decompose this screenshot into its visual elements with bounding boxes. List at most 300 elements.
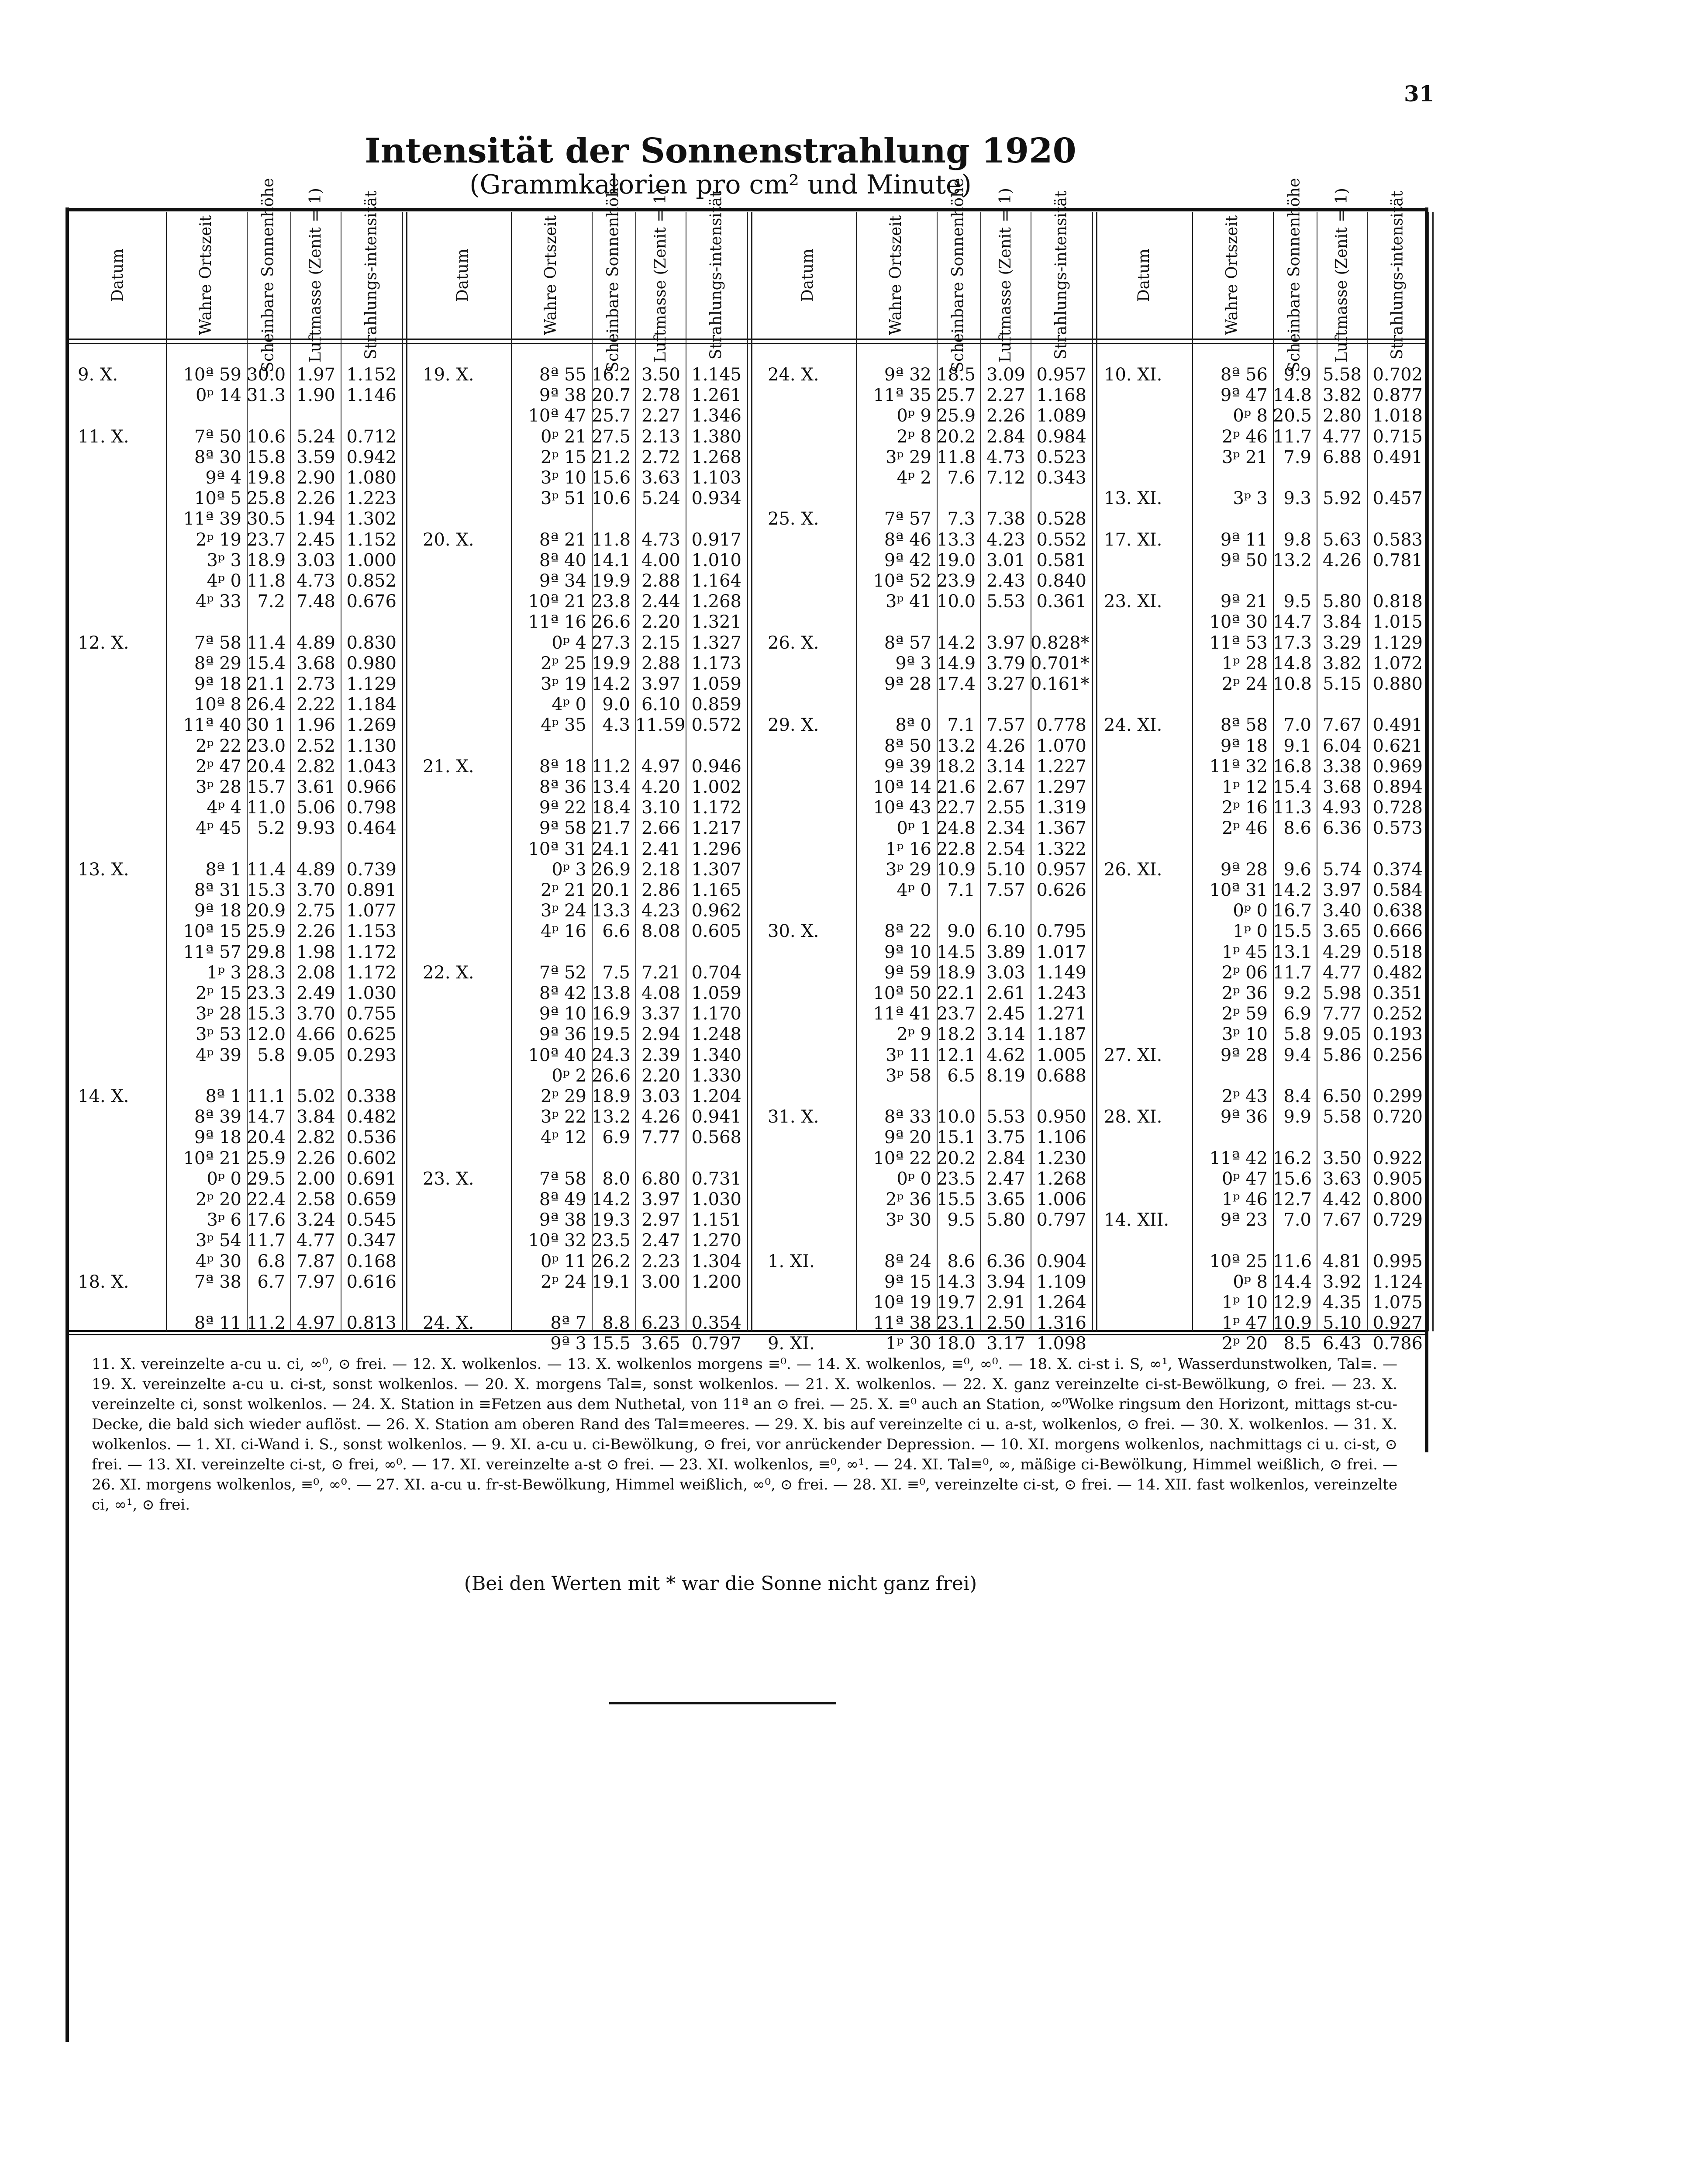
intensity-cell: 1.059 bbox=[691, 674, 741, 694]
sun-height-cell: 12.0 bbox=[247, 1024, 286, 1045]
time-cell: 8ª 57 bbox=[884, 632, 931, 653]
time-cell: 8ª 1 bbox=[205, 1086, 241, 1106]
sun-height-cell: 7.0 bbox=[1283, 715, 1311, 736]
intensity-cell: 0.917 bbox=[691, 529, 741, 550]
table-row bbox=[70, 468, 402, 486]
time-cell: 0ᵖ 0 bbox=[1233, 901, 1268, 921]
table-row bbox=[70, 653, 402, 672]
air-mass-cell: 2.91 bbox=[986, 1292, 1025, 1313]
sun-height-cell: 23.8 bbox=[592, 591, 631, 612]
table-row bbox=[70, 715, 402, 736]
air-mass-cell: 5.98 bbox=[1322, 983, 1362, 1003]
sun-height-cell: 10.9 bbox=[937, 859, 976, 880]
intensity-cell: 0.568 bbox=[691, 1127, 741, 1148]
air-mass-cell: 3.79 bbox=[986, 653, 1025, 674]
weather-remarks: 11. X. vereinzelte a-cu u. ci, ∞⁰, ⊙ frei. — 12. X. wolkenlos. — 13. X. wolkenlos morgens ≡⁰. — 14. X. wolkenlos, ≡⁰, ∞⁰. — 18. X. ci-st i. S, ∞¹, Wasserdunstwolken, Tal≡. — 19. X. vereinzelte a-cu u. ci-st, sonst wolkenlos. — 20. X. morgens Tal≡, sonst wolkenlos. — 21. X. wolkenlos. — 22. X. ganz vereinzelte ci-st-Bewölkung, ⊙ frei. — 23. X. vereinzelte ci, sonst wolkenlos. — 24. X. Station in ≡Fetzen aus dem Nuthetal, von 11ª an ⊙ frei. — 25. X. ≡⁰ auch an Station, ∞⁰Wolke ringsum den Horizont, mittags st-cu-Decke, die bald sich wieder auflöst. — 26. X. Station am oberen Rand des Tal≡meeres. — 29. X. bis auf vereinzelte ci u. a-st, wolkenlos, ⊙ frei. — 30. X. wolkenlos. — 31. X. wolkenlos. — 1. XI. ci-Wand i. S., sonst wolkenlos. — 9. XI. a-cu u. ci-Bewölkung, ⊙ frei, vor anrückender Depression. — 10. XI. morgens wolkenlos, nachmittags ci u. ci-st, ⊙ frei. — 13. XI. vereinzelte ci-st, ⊙ frei, ∞⁰. — 17. XI. vereinzelte a-st ⊙ frei. — 23. XI. wolkenlos, ≡⁰, ∞¹. — 24. XI. Tal≡⁰, ∞, mäßige ci-Bewölkung, Himmel weißlich, ⊙ frei. — 26. XI. morgens wolkenlos, ≡⁰, ∞⁰. — 27. XI. a-cu u. fr-st-Bewölkung, Himmel weißlich, ∞⁰, ⊙ frei. — 28. XI. ≡⁰, vereinzelte ci-st, ⊙ frei. — 14. XII. fast wolkenlos, vereinzelte ci, ∞¹, ⊙ frei. bbox=[92, 1355, 1397, 1514]
air-mass-cell: 5.02 bbox=[296, 1086, 335, 1106]
time-cell: 10ª 25 bbox=[1209, 1251, 1268, 1272]
table-row bbox=[415, 1251, 747, 1270]
air-mass-cell: 6.10 bbox=[641, 695, 680, 715]
time-cell: 1ᵖ 47 bbox=[1221, 1313, 1268, 1334]
header-label: Wahre Ortszeit bbox=[542, 215, 560, 335]
time-cell: 10ª 32 bbox=[528, 1230, 586, 1251]
table-row bbox=[760, 653, 1092, 672]
table-row bbox=[760, 427, 1092, 445]
table-row bbox=[70, 1169, 402, 1187]
table-row bbox=[70, 633, 402, 651]
column-rule bbox=[747, 212, 748, 1331]
air-mass-cell: 2.20 bbox=[641, 1065, 680, 1086]
table-row bbox=[70, 1024, 402, 1043]
air-mass-cell: 2.84 bbox=[986, 426, 1025, 447]
sun-height-cell: 12.9 bbox=[1273, 1292, 1312, 1313]
intensity-cell: 0.728 bbox=[1372, 798, 1423, 818]
intensity-cell: 0.343 bbox=[1036, 468, 1086, 488]
intensity-cell: 1.000 bbox=[346, 550, 397, 570]
intensity-cell: 0.941 bbox=[691, 1107, 741, 1127]
air-mass-cell: 4.23 bbox=[986, 529, 1025, 550]
table-row bbox=[1096, 1169, 1428, 1187]
time-cell: 9ª 18 bbox=[194, 901, 241, 921]
time-cell: 9ª 4 bbox=[205, 468, 241, 488]
time-cell: 8ª 46 bbox=[884, 529, 931, 550]
intensity-cell: 1.146 bbox=[346, 385, 397, 406]
sun-height-cell: 14.9 bbox=[937, 653, 976, 674]
air-mass-cell: 3.14 bbox=[986, 756, 1025, 777]
table-row bbox=[70, 1251, 402, 1270]
air-mass-cell: 3.40 bbox=[1322, 901, 1362, 921]
time-cell: 3ᵖ 58 bbox=[885, 1065, 931, 1086]
intensity-cell: 1.129 bbox=[1372, 632, 1423, 653]
intensity-cell: 0.573 bbox=[1372, 818, 1423, 839]
time-cell: 9ª 36 bbox=[539, 1024, 586, 1045]
air-mass-cell: 3.92 bbox=[1322, 1272, 1362, 1292]
air-mass-cell: 3.65 bbox=[1322, 921, 1362, 942]
time-cell: 0ᵖ 14 bbox=[195, 385, 241, 406]
sun-height-cell: 18.9 bbox=[592, 1086, 631, 1106]
intensity-cell: 0.830 bbox=[346, 632, 397, 653]
time-cell: 11ª 53 bbox=[1209, 632, 1268, 653]
intensity-cell: 0.299 bbox=[1372, 1086, 1423, 1106]
table-row bbox=[70, 1272, 402, 1290]
air-mass-cell: 7.57 bbox=[986, 715, 1025, 736]
intensity-cell: 0.536 bbox=[346, 1127, 397, 1148]
air-mass-cell: 3.27 bbox=[986, 674, 1025, 694]
intensity-cell: 0.904 bbox=[1036, 1251, 1086, 1272]
sun-height-cell: 20.2 bbox=[937, 1148, 976, 1168]
air-mass-cell: 5.74 bbox=[1322, 859, 1362, 880]
table-row bbox=[415, 674, 747, 692]
table-row bbox=[70, 1210, 402, 1228]
time-cell: 3ᵖ 3 bbox=[1233, 488, 1268, 509]
table-row bbox=[760, 1189, 1092, 1208]
table-row bbox=[760, 1251, 1092, 1270]
time-cell: 7ª 58 bbox=[539, 1168, 586, 1189]
table-row bbox=[415, 1272, 747, 1290]
intensity-cell: 0.545 bbox=[346, 1210, 397, 1230]
sun-height-cell: 15.1 bbox=[937, 1127, 976, 1148]
date-cell: 20. X. bbox=[423, 529, 474, 550]
header-cell bbox=[1317, 188, 1367, 363]
time-cell: 2ᵖ 16 bbox=[1221, 798, 1268, 818]
table-row bbox=[70, 530, 402, 548]
air-mass-cell: 9.05 bbox=[296, 1045, 335, 1065]
intensity-cell: 1.075 bbox=[1372, 1292, 1423, 1313]
page-subtitle: (Grammkalorien pro cm² und Minute) bbox=[469, 169, 972, 200]
time-cell: 9ª 50 bbox=[1220, 550, 1268, 570]
sun-height-cell: 6.6 bbox=[602, 921, 630, 942]
intensity-cell: 0.957 bbox=[1036, 859, 1086, 880]
time-cell: 9ª 47 bbox=[1220, 385, 1268, 406]
air-mass-cell: 2.58 bbox=[296, 1189, 335, 1209]
table-row bbox=[70, 901, 402, 919]
air-mass-cell: 4.08 bbox=[641, 983, 680, 1003]
sun-height-cell: 4.3 bbox=[602, 715, 630, 736]
table-row bbox=[1096, 530, 1428, 548]
sun-height-cell: 17.6 bbox=[247, 1210, 286, 1230]
intensity-cell: 1.089 bbox=[1036, 406, 1086, 426]
time-cell: 11ª 16 bbox=[528, 612, 586, 632]
time-cell: 4ᵖ 4 bbox=[207, 798, 241, 818]
table-row bbox=[70, 1148, 402, 1167]
sun-height-cell: 11.4 bbox=[247, 859, 286, 880]
time-cell: 8ª 22 bbox=[884, 921, 931, 942]
intensity-cell: 1.098 bbox=[1036, 1334, 1086, 1354]
air-mass-cell: 4.26 bbox=[641, 1107, 680, 1127]
air-mass-cell: 4.62 bbox=[986, 1045, 1025, 1065]
time-cell: 3ᵖ 51 bbox=[540, 488, 586, 509]
intensity-cell: 0.852 bbox=[346, 571, 397, 591]
intensity-cell: 1.264 bbox=[1036, 1292, 1086, 1313]
air-mass-cell: 4.20 bbox=[641, 777, 680, 797]
table-row bbox=[760, 385, 1092, 404]
table-row bbox=[760, 571, 1092, 589]
air-mass-cell: 3.97 bbox=[641, 1189, 680, 1209]
table-row bbox=[760, 674, 1092, 692]
time-cell: 8ª 0 bbox=[895, 715, 931, 736]
intensity-cell: 1.109 bbox=[1036, 1272, 1086, 1292]
table-row bbox=[415, 1169, 747, 1187]
intensity-cell: 0.616 bbox=[346, 1272, 397, 1292]
sun-height-cell: 19.9 bbox=[592, 571, 631, 591]
time-cell: 4ᵖ 16 bbox=[540, 921, 586, 942]
air-mass-cell: 2.08 bbox=[296, 962, 335, 983]
intensity-cell: 0.659 bbox=[346, 1189, 397, 1209]
air-mass-cell: 1.98 bbox=[296, 942, 335, 962]
time-cell: 10ª 8 bbox=[194, 695, 241, 715]
header-cell bbox=[70, 214, 166, 336]
sun-height-cell: 9.1 bbox=[1283, 736, 1311, 756]
sun-height-cell: 18.5 bbox=[937, 365, 976, 385]
sun-height-cell: 10.6 bbox=[247, 426, 286, 447]
intensity-cell: 0.778 bbox=[1036, 715, 1086, 736]
time-cell: 10ª 47 bbox=[528, 406, 586, 426]
intensity-cell: 0.800 bbox=[1372, 1189, 1423, 1209]
time-cell: 8ª 7 bbox=[550, 1313, 586, 1334]
sun-height-cell: 9.5 bbox=[947, 1210, 975, 1230]
table-row bbox=[760, 550, 1092, 569]
time-cell: 9ª 34 bbox=[539, 571, 586, 591]
intensity-cell: 0.739 bbox=[346, 859, 397, 880]
sun-height-cell: 25.7 bbox=[937, 385, 976, 406]
time-cell: 2ᵖ 20 bbox=[1221, 1334, 1268, 1354]
time-cell: 10ª 21 bbox=[183, 1148, 241, 1168]
date-cell: 28. XI. bbox=[1104, 1107, 1162, 1127]
sun-height-cell: 8.8 bbox=[602, 1313, 630, 1334]
air-mass-cell: 3.14 bbox=[986, 1024, 1025, 1045]
sun-height-cell: 7.0 bbox=[1283, 1210, 1311, 1230]
intensity-cell: 0.293 bbox=[346, 1045, 397, 1065]
sun-height-cell: 9.4 bbox=[1283, 1045, 1311, 1065]
table-row bbox=[1096, 1024, 1428, 1043]
time-cell: 11ª 38 bbox=[873, 1313, 931, 1334]
sun-height-cell: 23.9 bbox=[937, 571, 976, 591]
time-cell: 1ᵖ 3 bbox=[207, 962, 241, 983]
air-mass-cell: 7.67 bbox=[1322, 715, 1362, 736]
air-mass-cell: 2.52 bbox=[296, 736, 335, 756]
air-mass-cell: 3.03 bbox=[641, 1086, 680, 1106]
date-cell: 24. X. bbox=[768, 365, 819, 385]
intensity-cell: 1.149 bbox=[1036, 962, 1086, 983]
time-cell: 3ᵖ 28 bbox=[195, 1004, 241, 1024]
header-cell bbox=[686, 190, 747, 360]
sun-height-cell: 24.3 bbox=[592, 1045, 631, 1065]
intensity-cell: 1.380 bbox=[691, 426, 741, 447]
time-cell: 10ª 19 bbox=[873, 1292, 931, 1313]
intensity-cell: 0.161* bbox=[1031, 674, 1090, 694]
time-cell: 10ª 43 bbox=[873, 798, 931, 818]
intensity-cell: 1.152 bbox=[346, 365, 397, 385]
air-mass-cell: 3.59 bbox=[296, 447, 335, 467]
table-row bbox=[415, 468, 747, 486]
air-mass-cell: 1.94 bbox=[296, 509, 335, 529]
sun-height-cell: 11.4 bbox=[247, 632, 286, 653]
time-cell: 8ª 39 bbox=[194, 1107, 241, 1127]
column-rule bbox=[1092, 212, 1093, 1331]
table-row bbox=[760, 921, 1092, 940]
intensity-cell: 0.528 bbox=[1036, 509, 1086, 529]
intensity-cell: 1.030 bbox=[691, 1189, 741, 1209]
sun-height-cell: 19.9 bbox=[592, 653, 631, 674]
header-cell bbox=[511, 214, 592, 336]
intensity-cell: 0.927 bbox=[1372, 1313, 1423, 1334]
table-row bbox=[415, 447, 747, 466]
table-row bbox=[760, 1107, 1092, 1125]
time-cell: 11ª 41 bbox=[873, 1004, 931, 1024]
time-cell: 1ᵖ 46 bbox=[1221, 1189, 1268, 1209]
intensity-cell: 1.103 bbox=[691, 468, 741, 488]
table-row bbox=[1096, 1086, 1428, 1105]
table-row bbox=[760, 365, 1092, 383]
time-cell: 3ᵖ 28 bbox=[195, 777, 241, 797]
time-cell: 2ᵖ 24 bbox=[1221, 674, 1268, 694]
time-cell: 0ᵖ 1 bbox=[897, 818, 931, 839]
air-mass-cell: 5.24 bbox=[296, 426, 335, 447]
table-row bbox=[70, 1045, 402, 1064]
air-mass-cell: 6.43 bbox=[1322, 1334, 1362, 1354]
air-mass-cell: 2.88 bbox=[641, 653, 680, 674]
intensity-cell: 0.374 bbox=[1372, 859, 1423, 880]
time-cell: 8ª 30 bbox=[194, 447, 241, 467]
intensity-cell: 0.704 bbox=[691, 962, 741, 983]
time-cell: 8ª 11 bbox=[194, 1313, 241, 1334]
intensity-cell: 0.813 bbox=[346, 1313, 397, 1334]
air-mass-cell: 5.15 bbox=[1322, 674, 1362, 694]
sun-height-cell: 15.7 bbox=[247, 777, 286, 797]
sun-height-cell: 26.6 bbox=[592, 1065, 631, 1086]
header-cell bbox=[341, 190, 402, 360]
time-cell: 0ᵖ 8 bbox=[1233, 406, 1268, 426]
sun-height-cell: 16.9 bbox=[592, 1004, 631, 1024]
intensity-cell: 1.010 bbox=[691, 550, 741, 570]
sun-height-cell: 8.6 bbox=[1283, 818, 1311, 839]
intensity-cell: 0.729 bbox=[1372, 1210, 1423, 1230]
time-cell: 8ª 42 bbox=[539, 983, 586, 1003]
intensity-cell: 0.715 bbox=[1372, 426, 1423, 447]
table-row bbox=[760, 1292, 1092, 1311]
air-mass-cell: 4.77 bbox=[1322, 426, 1362, 447]
air-mass-cell: 3.70 bbox=[296, 1004, 335, 1024]
sun-height-cell: 15.6 bbox=[1273, 1168, 1312, 1189]
table-row bbox=[70, 571, 402, 589]
air-mass-cell: 2.20 bbox=[641, 612, 680, 632]
time-cell: 8ª 18 bbox=[539, 756, 586, 777]
time-cell: 2ᵖ 19 bbox=[195, 529, 241, 550]
intensity-cell: 1.006 bbox=[1036, 1189, 1086, 1209]
time-cell: 3ᵖ 19 bbox=[540, 674, 586, 694]
intensity-cell: 0.786 bbox=[1372, 1334, 1423, 1354]
time-cell: 2ᵖ 47 bbox=[195, 756, 241, 777]
table-row bbox=[415, 963, 747, 981]
date-cell: 19. X. bbox=[423, 365, 474, 385]
sun-height-cell: 18.9 bbox=[937, 962, 976, 983]
header-cell bbox=[1192, 214, 1273, 336]
intensity-cell: 0.581 bbox=[1036, 550, 1086, 570]
table-row bbox=[415, 1066, 747, 1084]
time-cell: 2ᵖ 21 bbox=[540, 880, 586, 900]
table-row bbox=[760, 1334, 1092, 1352]
time-cell: 8ª 29 bbox=[194, 653, 241, 674]
air-mass-cell: 2.55 bbox=[986, 798, 1025, 818]
time-cell: 8ª 36 bbox=[539, 777, 586, 797]
intensity-cell: 1.217 bbox=[691, 818, 741, 839]
table-row bbox=[1096, 488, 1428, 507]
table-row bbox=[415, 1210, 747, 1228]
table-row bbox=[760, 942, 1092, 961]
sun-height-cell: 9.6 bbox=[1283, 859, 1311, 880]
sun-height-cell: 11.8 bbox=[247, 571, 286, 591]
time-cell: 0ᵖ 0 bbox=[897, 1168, 931, 1189]
time-cell: 0ᵖ 9 bbox=[897, 406, 931, 426]
date-cell: 14. X. bbox=[78, 1086, 129, 1106]
header-cell bbox=[980, 188, 1031, 363]
table-row bbox=[1096, 777, 1428, 795]
air-mass-cell: 2.94 bbox=[641, 1024, 680, 1045]
end-rule bbox=[609, 1702, 836, 1704]
air-mass-cell: 3.84 bbox=[1322, 612, 1362, 632]
time-cell: 3ᵖ 21 bbox=[1221, 447, 1268, 467]
time-cell: 1ᵖ 0 bbox=[1233, 921, 1268, 942]
sun-height-cell: 13.3 bbox=[592, 901, 631, 921]
intensity-cell: 1.168 bbox=[1036, 385, 1086, 406]
table-row bbox=[415, 1045, 747, 1064]
air-mass-cell: 3.65 bbox=[986, 1189, 1025, 1209]
intensity-cell: 1.268 bbox=[691, 591, 741, 612]
sun-height-cell: 11.3 bbox=[1273, 798, 1312, 818]
air-mass-cell: 3.37 bbox=[641, 1004, 680, 1024]
intensity-cell: 0.701* bbox=[1031, 653, 1090, 674]
group-rule bbox=[1432, 212, 1434, 1331]
sun-height-cell: 23.0 bbox=[247, 736, 286, 756]
sun-height-cell: 16.2 bbox=[1273, 1148, 1312, 1168]
intensity-cell: 0.691 bbox=[346, 1168, 397, 1189]
sun-height-cell: 17.3 bbox=[1273, 632, 1312, 653]
intensity-cell: 0.797 bbox=[691, 1334, 741, 1354]
air-mass-cell: 4.73 bbox=[641, 529, 680, 550]
sun-height-cell: 9.8 bbox=[1283, 529, 1311, 550]
table-row bbox=[415, 406, 747, 424]
date-cell: 26. XI. bbox=[1104, 859, 1162, 880]
table-row bbox=[70, 1107, 402, 1125]
table-row bbox=[415, 1230, 747, 1249]
time-cell: 3ᵖ 30 bbox=[885, 1210, 931, 1230]
air-mass-cell: 3.63 bbox=[1322, 1168, 1362, 1189]
table-row bbox=[70, 757, 402, 775]
sun-height-cell: 29.8 bbox=[247, 942, 286, 962]
table-row bbox=[1096, 427, 1428, 445]
intensity-cell: 0.957 bbox=[1036, 365, 1086, 385]
time-cell: 9ª 18 bbox=[194, 1127, 241, 1148]
air-mass-cell: 2.47 bbox=[641, 1230, 680, 1251]
table-row bbox=[70, 550, 402, 569]
sun-height-cell: 13.3 bbox=[937, 529, 976, 550]
sun-height-cell: 30.0 bbox=[247, 365, 286, 385]
intensity-cell: 1.017 bbox=[1036, 942, 1086, 962]
intensity-cell: 0.168 bbox=[346, 1251, 397, 1272]
time-cell: 10ª 21 bbox=[528, 591, 586, 612]
time-cell: 8ª 50 bbox=[884, 736, 931, 756]
intensity-cell: 1.077 bbox=[346, 901, 397, 921]
table-row bbox=[760, 715, 1092, 736]
table-row bbox=[415, 798, 747, 816]
sun-height-cell: 21.6 bbox=[937, 777, 976, 797]
time-cell: 7ª 52 bbox=[539, 962, 586, 983]
sun-height-cell: 10.6 bbox=[592, 488, 631, 509]
air-mass-cell: 4.29 bbox=[1322, 942, 1362, 962]
time-cell: 3ᵖ 11 bbox=[885, 1045, 931, 1065]
date-cell: 29. X. bbox=[768, 715, 819, 736]
table-row bbox=[70, 818, 402, 839]
sun-height-cell: 11.2 bbox=[247, 1313, 286, 1334]
table-row bbox=[415, 653, 747, 672]
table-row bbox=[760, 468, 1092, 486]
date-cell: 25. X. bbox=[768, 509, 819, 529]
air-mass-cell: 3.89 bbox=[986, 942, 1025, 962]
air-mass-cell: 2.13 bbox=[641, 426, 680, 447]
air-mass-cell: 2.49 bbox=[296, 983, 335, 1003]
time-cell: 9ª 3 bbox=[550, 1334, 586, 1354]
table-row bbox=[760, 1127, 1092, 1146]
table-row bbox=[415, 818, 747, 839]
table-row bbox=[760, 798, 1092, 816]
table-row bbox=[760, 1004, 1092, 1022]
sun-height-cell: 17.4 bbox=[937, 674, 976, 694]
table-row bbox=[70, 695, 402, 713]
table-row bbox=[1096, 1189, 1428, 1208]
header-cell bbox=[856, 214, 937, 336]
header-label: Strahlungs-intensität bbox=[707, 190, 725, 360]
time-cell: 9ª 39 bbox=[884, 756, 931, 777]
